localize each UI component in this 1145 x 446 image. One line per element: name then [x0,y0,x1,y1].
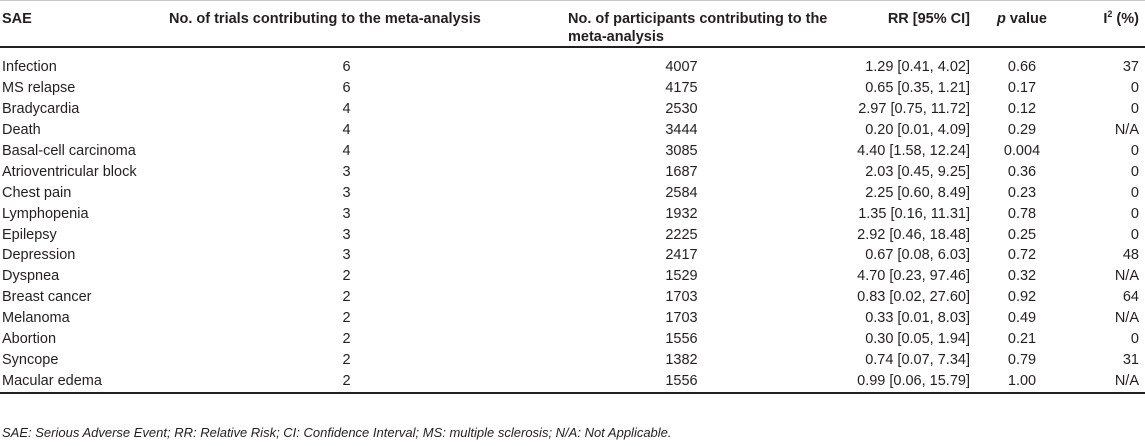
cell-p-value: 0.12 [1007,101,1037,118]
cell-p-value: 0.004 [1003,143,1041,159]
cell-i2: N/A [1064,370,1145,393]
cell-p-value: 0.49 [1007,310,1037,327]
cell-i2: 0 [1130,226,1139,243]
cell-sae: Lymphopenia [2,205,89,222]
table-row [0,308,1145,329]
cell-sae: Depression [2,247,76,264]
cell-i2: N/A [1114,268,1139,285]
header-i2-sup: 2 [1107,9,1113,20]
table-row [0,47,1145,78]
cell-participants: 2225 [665,226,698,243]
cell-sae: Syncope [2,351,59,368]
table-body [0,47,1145,393]
cell-rr: 0.20 [0.01, 4.09] [865,122,970,139]
cell-rr: 0.74 [0.07, 7.34] [865,351,970,368]
table-row [0,287,1145,308]
cell-sae: Bradycardia [2,101,80,118]
table-row [0,266,1145,287]
table-row [0,370,1145,393]
cell-i2: 0 [1130,101,1139,118]
cell-rr: 0.99 [0.06, 15.79] [835,370,980,393]
cell-p-value: 0.92 [1007,289,1037,306]
cell-sae: Macular edema [0,370,165,393]
cell-participants: 1382 [665,351,698,368]
cell-p-value: 0.23 [1007,184,1037,201]
cell-i2: 37 [1122,59,1139,76]
header-rr: RR [95% CI] [835,1,980,48]
cell-i2: 48 [1122,247,1139,264]
cell-trials: 2 [342,289,351,306]
header-i2 [1064,1,1145,48]
cell-rr: 0.30 [0.05, 1.94] [865,331,970,348]
cell-participants: 1556 [528,370,835,393]
cell-sae: Melanoma [2,310,70,327]
cell-participants: 2530 [665,101,698,118]
cell-rr: 4.70 [0.23, 97.46] [857,268,970,285]
cell-rr: 1.35 [0.16, 11.31] [858,205,970,222]
cell-rr: 1.29 [0.41, 4.02] [865,59,970,76]
cell-sae: Breast cancer [2,289,92,306]
header-sae: SAE [0,1,165,48]
cell-participants: 1703 [665,310,698,327]
cell-trials: 2 [165,370,528,393]
cell-rr: 0.83 [0.02, 27.60] [857,289,970,306]
table-row [0,245,1145,266]
header-i2-base: I [1103,11,1108,27]
cell-trials: 3 [342,163,351,180]
cell-participants: 1932 [665,205,698,222]
cell-trials: 4 [342,143,351,159]
cell-trials: 3 [342,247,351,264]
cell-sae: Dyspnea [2,268,60,285]
cell-trials: 2 [342,310,351,327]
cell-i2: 31 [1122,351,1139,368]
cell-sae: Epilepsy [2,226,57,243]
cell-p-value: 0.32 [1007,268,1037,285]
cell-p-value: 0.36 [1007,163,1037,180]
header-trials: No. of trials contributing to the meta-analysis [165,1,528,48]
cell-participants: 3085 [665,143,698,159]
cell-p-value: 0.78 [1007,205,1037,222]
cell-participants: 1529 [665,268,698,285]
cell-participants: 4175 [665,80,698,97]
cell-sae: Abortion [2,331,57,348]
cell-i2: 0 [1130,205,1139,222]
table-row [0,78,1145,99]
cell-sae: Atrioventricular block [2,163,137,180]
cell-participants: 1703 [665,289,698,306]
cell-sae: Death [2,122,41,139]
table-row [0,120,1145,141]
header-p-value [980,1,1064,48]
cell-p-value: 0.72 [1007,247,1037,264]
cell-rr: 2.03 [0.45, 9.25] [865,163,970,180]
cell-trials: 2 [342,351,351,368]
cell-trials: 2 [342,331,351,348]
cell-i2: 0 [1130,184,1139,201]
table-row [0,141,1145,162]
table-row [0,99,1145,120]
cell-p-value: 1.00 [980,370,1064,393]
cell-i2: 0 [1130,80,1139,97]
cell-trials: 4 [342,122,351,139]
cell-trials: 3 [342,226,351,243]
header-participants: No. of participants contributing to the meta-analysis [528,1,835,48]
table-header [0,1,1145,48]
cell-i2: 0 [1130,331,1139,348]
cell-sae: Basal-cell carcinoma [2,143,136,159]
header-row [0,1,1145,48]
table-row [0,203,1145,224]
header-p-italic: p [997,11,1006,27]
cell-p-value: 0.21 [1007,331,1037,348]
cell-trials: 6 [342,80,351,97]
cell-i2: 0 [1130,143,1139,159]
cell-participants: 2417 [665,247,698,264]
cell-p-value: 0.66 [1007,59,1037,76]
cell-rr: 4.40 [1.58, 12.24] [857,143,970,159]
cell-participants: 4007 [665,59,698,76]
cell-i2: 64 [1122,289,1139,306]
cell-p-value: 0.25 [1007,226,1037,243]
cell-rr: 2.97 [0.75, 11.72] [858,101,970,118]
cell-trials: 6 [342,59,351,76]
cell-p-value: 0.29 [1007,122,1037,139]
cell-i2: 0 [1130,163,1139,180]
header-p-rest: value [1005,11,1047,27]
cell-participants: 2584 [665,184,698,201]
cell-trials: 3 [342,184,351,201]
cell-participants: 1687 [665,163,698,180]
table-row [0,349,1145,370]
cell-p-value: 0.17 [1007,80,1037,97]
cell-i2: N/A [1114,122,1139,139]
table-row [0,161,1145,182]
cell-sae: Chest pain [2,184,72,201]
cell-participants: 1556 [665,331,698,348]
cell-sae: Infection [2,59,57,76]
table-footnote: SAE: Serious Adverse Event; RR: Relative Risk; CI: Confidence Interval; MS: multiple sclerosis; N/A: Not Applicable. [2,425,672,440]
cell-trials: 3 [342,205,351,222]
cell-rr: 0.67 [0.08, 6.03] [865,247,970,264]
cell-rr: 0.33 [0.01, 8.03] [865,310,970,327]
cell-rr: 2.92 [0.46, 18.48] [857,226,970,243]
table-row [0,182,1145,203]
cell-trials: 2 [342,268,351,285]
table-row [0,224,1145,245]
cell-p-value: 0.79 [1007,351,1037,368]
cell-sae: MS relapse [2,80,76,97]
cell-rr: 0.65 [0.35, 1.21] [865,80,970,97]
header-i2-rest: (%) [1112,11,1139,27]
cell-i2: N/A [1114,310,1139,327]
cell-rr: 2.25 [0.60, 8.49] [865,184,970,201]
table-row [0,329,1145,350]
cell-trials: 4 [342,101,351,118]
cell-participants: 3444 [665,122,698,139]
